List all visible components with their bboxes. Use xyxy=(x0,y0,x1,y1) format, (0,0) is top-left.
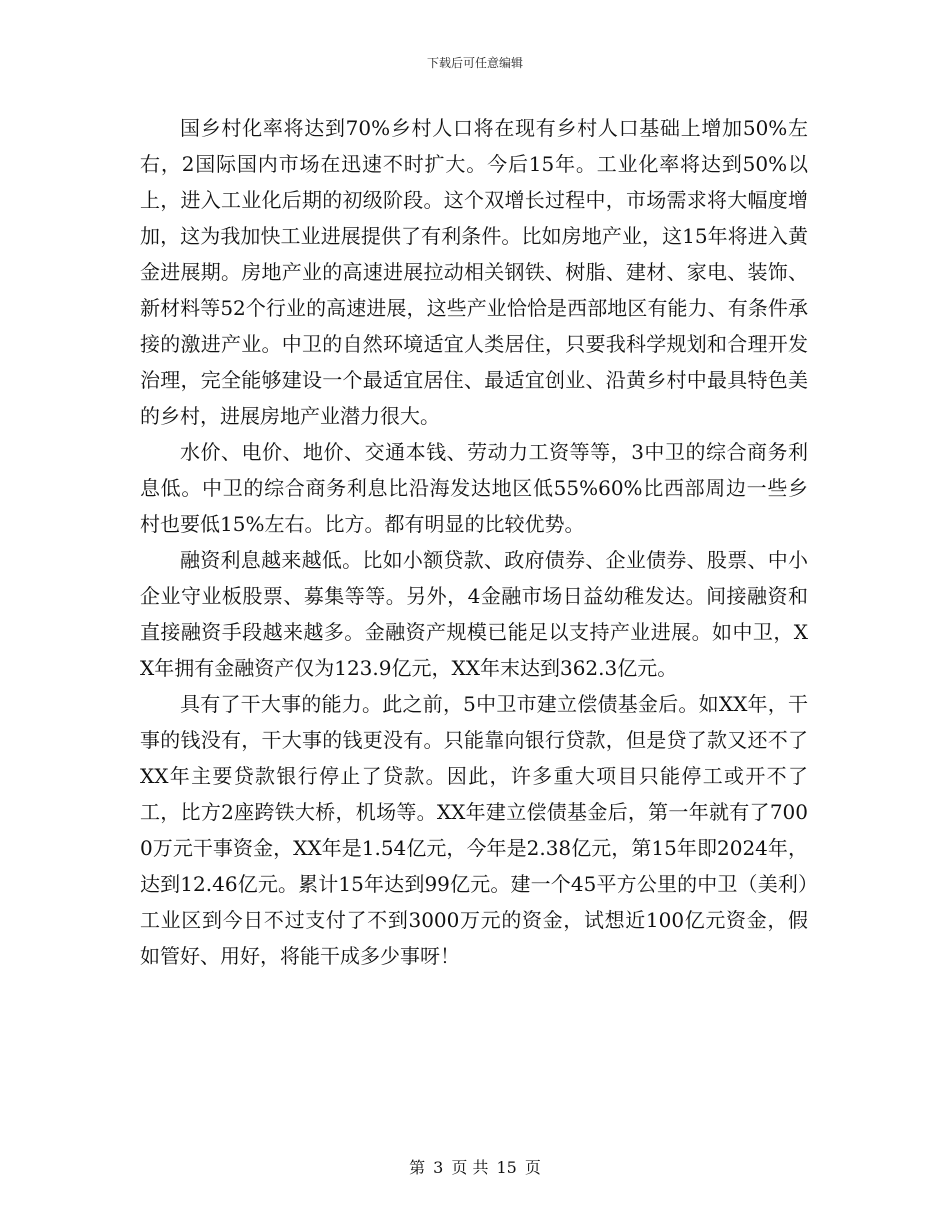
footer-middle: 页 共 xyxy=(451,1158,489,1177)
header-note: 下载后可任意编辑 xyxy=(426,56,523,70)
footer-suffix: 页 xyxy=(524,1158,541,1177)
paragraph-3: 融资利息越来越低。比如小额贷款、政府债券、企业债券、股票、中小企业守业板股票、募集等等。另外，4金融市场日益幼稚发达。间接融资和直接融资手段越来越多。金融资产规模已能足以支持产业进展。如中卫，XX年拥有金融资产仅为123.9亿元，XX年末达到362.3亿元。 xyxy=(140,548,808,680)
document-body xyxy=(140,110,808,974)
page-footer xyxy=(0,1155,950,1178)
footer-total-pages: 15 xyxy=(496,1158,517,1177)
paragraph-4: 具有了干大事的能力。此之前，5中卫市建立偿债基金后。如XX年，干事的钱没有，干大事的钱更没有。只能靠向银行贷款，但是贷了款又还不了XX年主要贷款银行停止了贷款。因此，许多重大项目只能停工或开不了工，比方2座跨铁大桥，机场等。XX年建立偿债基金后，第一年就有了7000万元干事资金，XX年是1.54亿元，今年是2.38亿元，第15年即2024年，达到12.46亿元。累计15年达到99亿元。建一个45平方公里的中卫（美利）工业区到今日不过支付了不到3000万元的资金，试想近100亿元资金，假如管好、用好，将能干成多少事呀！ xyxy=(140,692,808,968)
paragraph-2: 水价、电价、地价、交通本钱、劳动力工资等等，3中卫的综合商务利息低。中卫的综合商务利息比沿海发达地区低55%60%比西部周边一些乡村也要低15%左右。比方。都有明显的比较优势。 xyxy=(140,440,808,536)
footer-current-page: 3 xyxy=(433,1158,444,1177)
paragraph-1: 国乡村化率将达到70%乡村人口将在现有乡村人口基础上增加50%左右，2国际国内市场在迅速不时扩大。今后15年。工业化率将达到50%以上，进入工业化后期的初级阶段。这个双增长过程中，市场需求将大幅度增加，这为我加快工业进展提供了有利条件。比如房地产业，这15年将进入黄金进展期。房地产业的高速进展拉动相关钢铁、树脂、建材、家电、装饰、新材料等52个行业的高速进展，这些产业恰恰是西部地区有能力、有条件承接的激进产业。中卫的自然环境适宜人类居住，只要我科学规划和合理开发治理，完全能够建设一个最适宜居住、最适宜创业、沿黄乡村中最具特色美的乡村，进展房地产业潜力很大。 xyxy=(140,116,808,428)
footer-prefix: 第 xyxy=(409,1158,426,1177)
